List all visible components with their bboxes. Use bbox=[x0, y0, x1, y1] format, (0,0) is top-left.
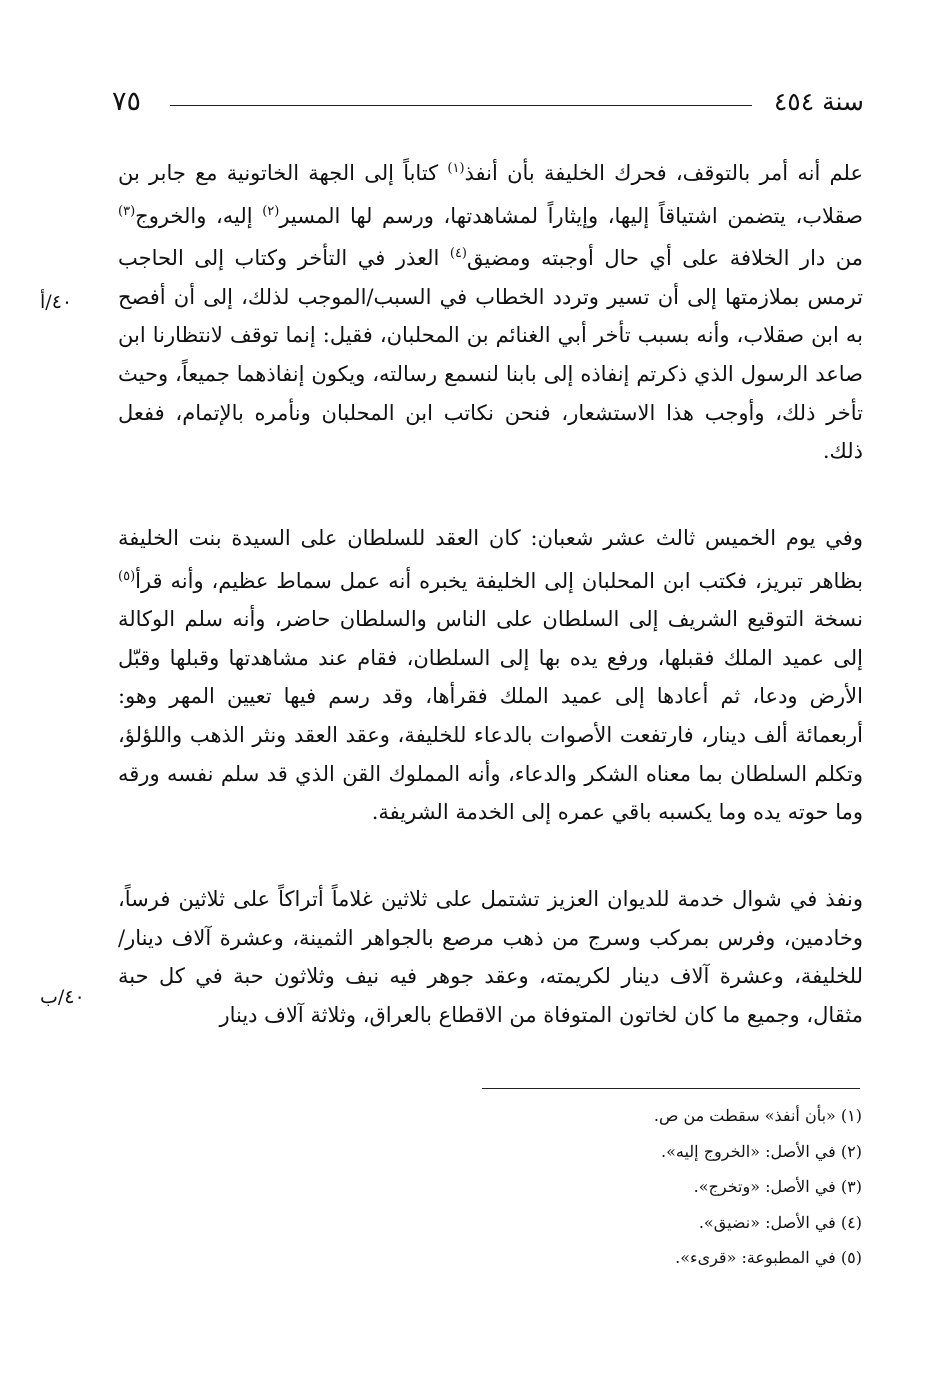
footnote-marker: (٤) bbox=[449, 246, 467, 262]
paragraph-text: ونفذ في شوال خدمة للديوان العزيز تشتمل على ثلاثين غلاماً أتراكاً على ثلاثين فرساً، وخادمين، وفرس بمركب وسرج من ذهب مرصع بالجواهر الثمينة، وعشرة آلاف دينار/للخليفة، وعشرة آلاف دينار لكريمته، وعقد جوهر فيه نيف وثلاثون حبة في كل حبة مثقال، وجميع ما كان لخاتون المتوفاة من الاقطاع بالعراق، وثلاثة آلاف دينار bbox=[118, 887, 863, 1027]
page-number: ٧٥ bbox=[112, 86, 142, 117]
footnote: (٣) في الأصل: «وتخرج». bbox=[693, 1177, 862, 1196]
body-paragraph bbox=[118, 519, 863, 832]
footnote-marker: (٢) bbox=[262, 203, 280, 219]
footnote: (٤) في الأصل: «نضيق». bbox=[698, 1212, 862, 1232]
footnote: (١) «بأن أنفذ» سقطت من ص. bbox=[653, 1106, 862, 1125]
footnote-separator bbox=[482, 1088, 860, 1089]
footnote-marker: (١) bbox=[447, 161, 465, 176]
paragraph-text: من دار الخلافة على أي حال أوجبته ومضيق bbox=[467, 246, 864, 271]
paragraph-text: نسخة التوقيع الشريف إلى السلطان على الناس والسلطان حاضر، وأنه سلم الوكالة إلى عميد الملك فقبلها، ورفع يده بها إلى السلطان، فقام عند مشاهدتها وقبلها وقبّل الأرض ودعا، ثم أعادها إلى عميد الملك فقرأها، وقد رسم فيها تعيين المهر وهو: أربعمائة ألف دينار، فارتفعت الأصوات بالدعاء للخليفة، وعقد العقد ونثر الذهب واللؤلؤ، وتكلم السلطان بما معناه الشكر والدعاء، وأنه المملوك القن الذي قد سلم نفسه ورقه وما حوته يده وما يكسبه باقي عمره إلى الخدمة الشريفة. bbox=[118, 607, 863, 825]
footnote-marker: (٣) bbox=[118, 203, 136, 219]
body-paragraph bbox=[118, 150, 863, 471]
margin-folio-note: ٤٠/أ bbox=[40, 291, 73, 313]
footnote: (٥) في المطبوعة: «قرىء». bbox=[675, 1248, 862, 1267]
paragraph-text: العذر في التأخر وكتاب إلى الحاجب ترمس بملازمتها إلى أن تسير وتردد الخطاب في السبب/الموجب لذلك، إلى أن أفصح به ابن صقلاب، وأنه بسبب تأخر أبي الغنائم بن المحلبان، فقيل: إنما توقف لانتظارنا ابن صاعد الرسول الذي ذكرتم إنفاذه إلى بابنا لنسمع رسالته، ويكون إنفاذهما جميعاً، وحيث تأخر ذلك، وأوجب هذا الاستشعار، فنحن نكاتب ابن المحلبان ونأمره بالإتمام، ففعل ذلك. bbox=[118, 246, 863, 464]
paragraph-text: وفي يوم الخميس ثالث عشر شعبان: كان العقد للسلطان على السيدة بنت الخليفة بظاهر تبريز، فكتب ابن المحلبان إلى الخليفة يخبره أنه عمل سماط عظيم، وأنه قرأ bbox=[118, 526, 863, 593]
body-paragraph bbox=[118, 880, 863, 1034]
footnote: (٢) في الأصل: «الخروج إليه». bbox=[661, 1141, 862, 1161]
running-head-year: سنة ٤٥٤ bbox=[773, 87, 864, 116]
header-rule bbox=[170, 105, 752, 106]
footnotes-list bbox=[500, 1098, 862, 1276]
paragraph-text: علم أنه أمر بالتوقف، فحرك الخليفة بأن أنفذ bbox=[464, 161, 863, 185]
page-header bbox=[112, 84, 864, 124]
paragraph-text: إليه، والخروج bbox=[135, 203, 263, 228]
paragraph-text: كتاباً إلى الجهة الخاتونية مع جابر بن صقلاب، يتضمن اشتياقاً إليها، وإيثاراً لمشاهدتها، ورسم لها المسير bbox=[118, 161, 863, 228]
margin-folio-note: ٤٠/ب bbox=[40, 986, 85, 1008]
footnote-marker: (٥) bbox=[118, 568, 136, 584]
